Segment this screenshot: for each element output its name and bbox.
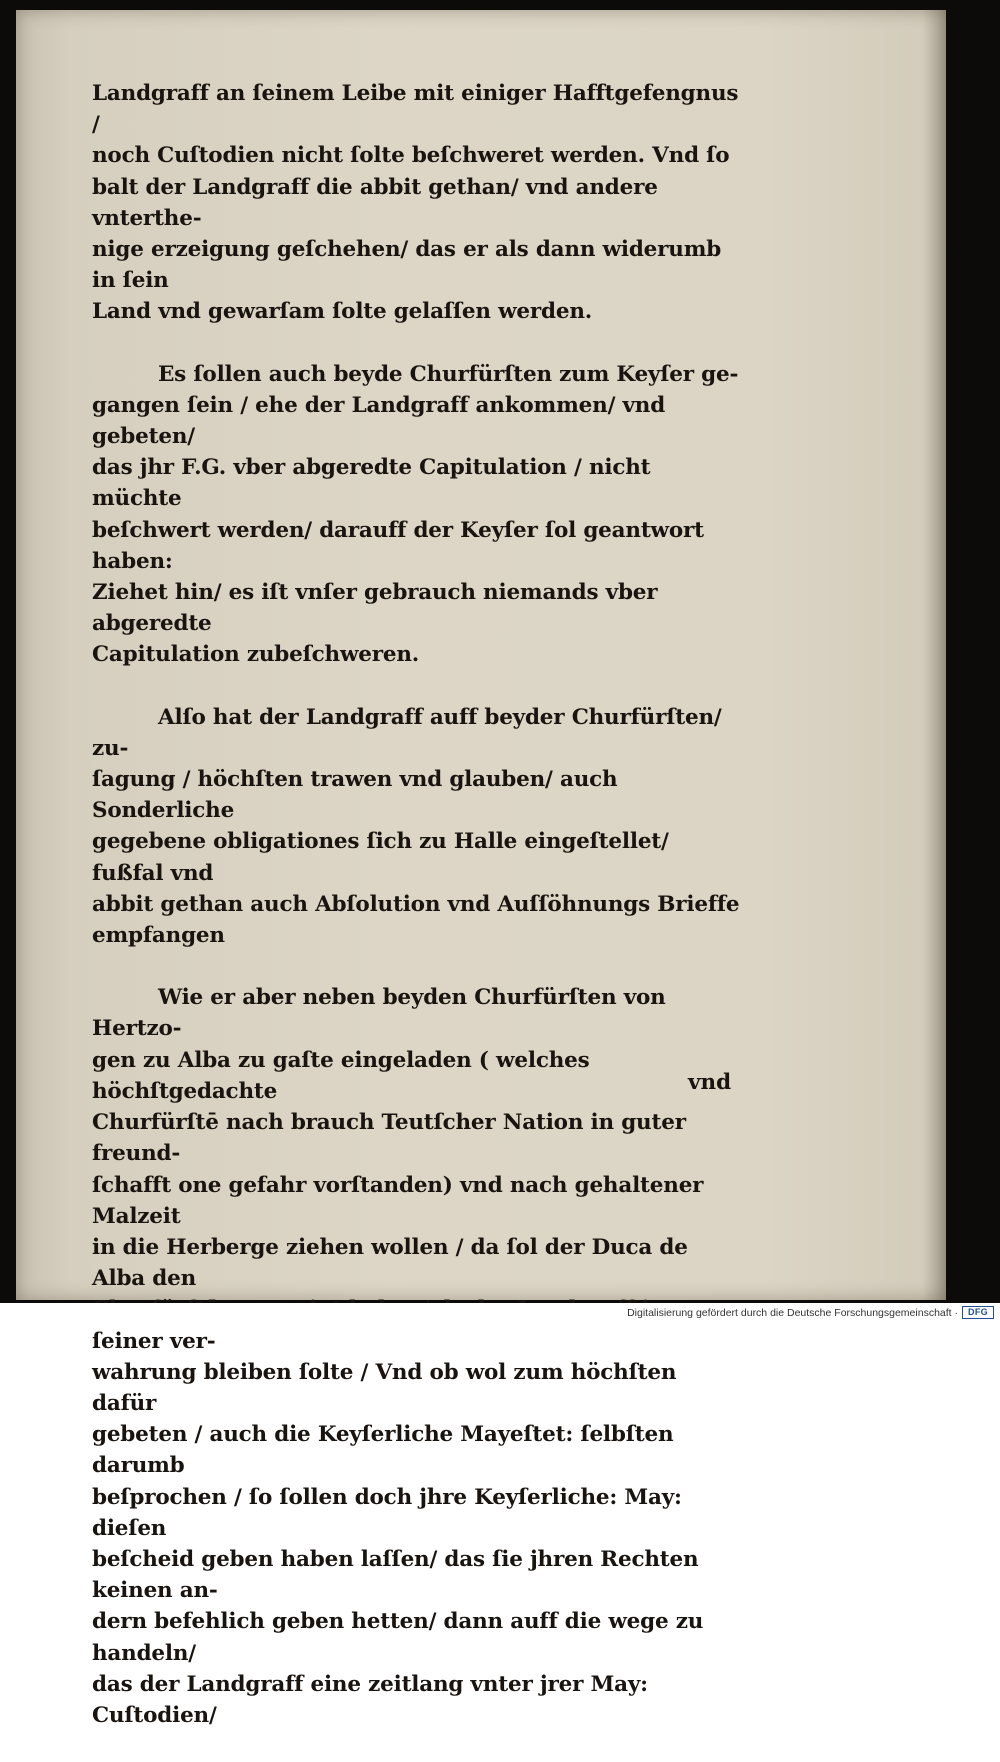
footer-bar (0, 1303, 1000, 1323)
page-text-block (92, 78, 742, 1762)
paragraph-3: Alſo hat der Landgraff auff beyder Churfürſten/ zu- ſagung / höchſten trawen vnd glauben/ auch Sonderliche gegebene obligationes ſich zu Halle eingeſtellet/ fußfal vnd abbit gethan auch Abſolution vnd Auſſöhnungs Brieffe empfangen (92, 704, 740, 949)
funding-credit: Digitalisierung gefördert durch die Deutsche Forschungsgemeinschaft · (627, 1307, 958, 1319)
paragraph-1: Landgraff an ſeinem Leibe mit einiger Hafftgefengnus / noch Cuſtodien nicht ſolte beſchweret werden. Vnd ſo balt der Landgraff die abbit gethan/ vnd andere vnterthe- nige erzeigung geſchehen/ das er als dann widerumb in ſein Land vnd gewarſam ſolte gelaſſen werden. (92, 81, 739, 325)
dfg-logo-icon: DFG (962, 1306, 994, 1319)
paragraph-2: Es ſollen auch beyde Churfürſten zum Keyſer ge- gangen ſein / ehe der Landgraff ankommen/ vnd gebeten/ das jhr F.G. vber abgeredte Capitulation / nicht müchte beſchwert werden/ darauff der Keyſer ſol geantwort haben: Ziehet hin/ es iſt vnſer gebrauch niemands vber abgeredte Capitulation zubeſchweren. (92, 361, 739, 668)
catchword: vnd (688, 1070, 732, 1095)
paragraph-4: Wie er aber neben beyden Churfürſten von Hertzo- gen zu Alba zu gaſte eingeladen ( welches höchſtgedachte Churfürſtē nach brauch Teutſcher Nation in guter freund- ſchafft one gefahr vorſtanden) vnd nach gehaltener Malzeit in die Herberge ziehen wollen / da ſol der Duca de Alba den ſeiner ver- wahrung bleiben ſolte / Vnd ob wol zum höchſten dafür gebeten / auch die Keyſerliche Mayeſtet: ſelbſten darumb beſprochen / ſo ſollen doch jhre Keyſerliche: May: dieſen beſcheid geben haben laſſen/ das ſie jhren Rechten keinen an- dern befehlich geben hetten/ dann auff die wege zu handeln/ das der Landgraff eine zeitlang vnter jrer May: Cuſtodien/ (92, 985, 704, 1728)
